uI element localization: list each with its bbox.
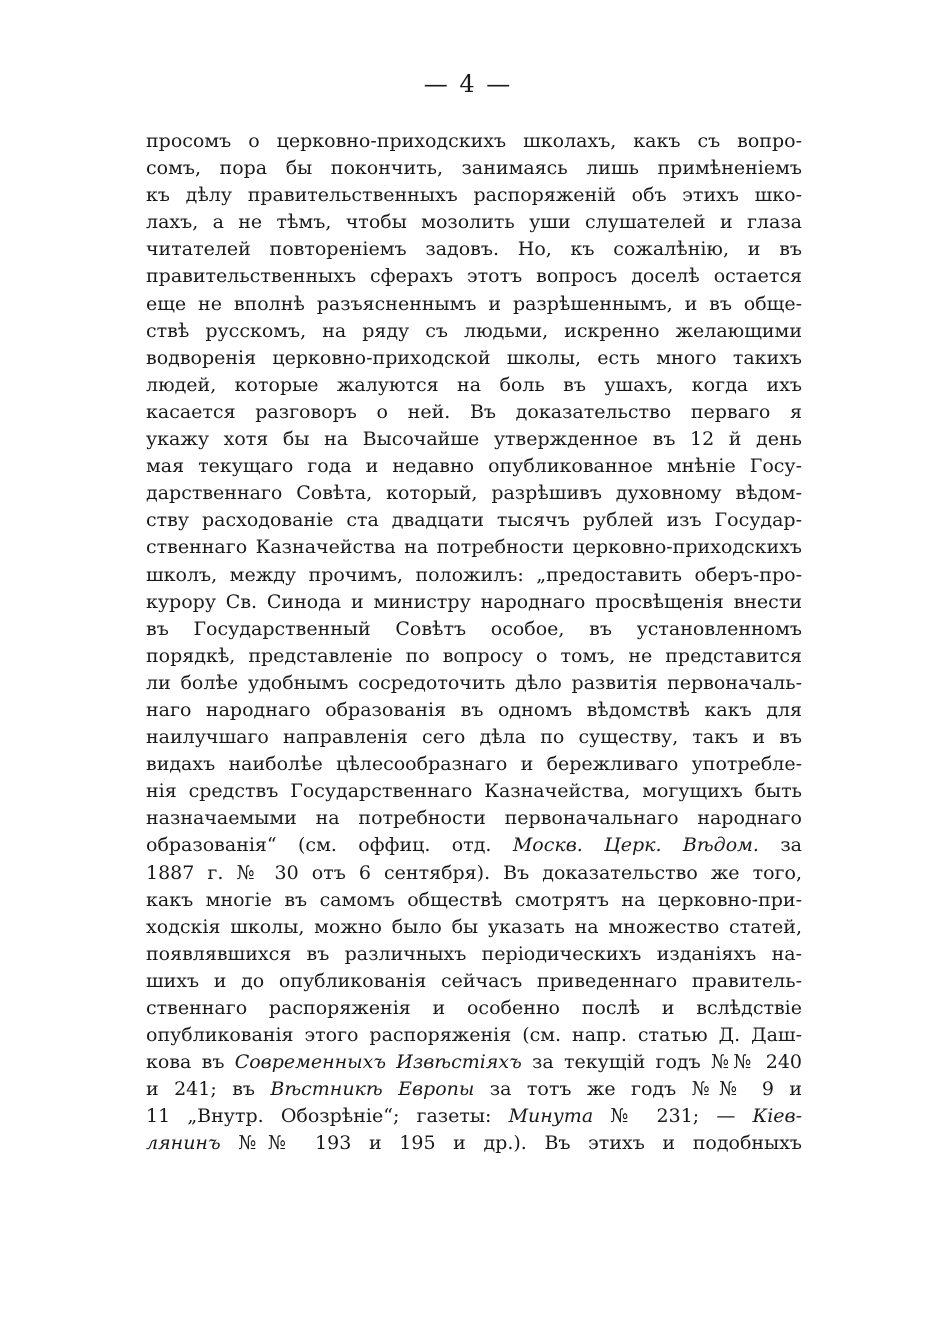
text-segment: ствѣ русскомъ, на ряду съ людьми, искренно желающими bbox=[146, 319, 802, 342]
text-line bbox=[146, 995, 802, 1022]
text-line bbox=[146, 1049, 802, 1076]
text-line bbox=[146, 182, 802, 209]
page-number: — 4 — bbox=[423, 70, 513, 98]
text-segment: 1887 г. № 30 отъ 6 сентября). Въ доказательство же того, bbox=[146, 861, 802, 884]
text-line bbox=[146, 155, 802, 182]
text-segment: наилучшаго направленія сего дѣла по существу, такъ и въ bbox=[146, 726, 802, 749]
text-segment: наго народнаго образованія въ одномъ вѣдомствѣ какъ для bbox=[146, 698, 802, 721]
text-segment: курору Св. Синода и министру народнаго просвѣщенія внести bbox=[146, 590, 802, 613]
text-segment: лахъ, а не тѣмъ, чтобы мозолить уши слушателей и глаза bbox=[146, 211, 802, 234]
text-segment: Москв. Церк. Вѣдом. bbox=[512, 834, 759, 857]
text-segment: мая текущаго года и недавно опубликованное мнѣніе Госу- bbox=[146, 455, 802, 478]
text-segment: ли болѣе удобнымъ сосредоточить дѣло развитія первоначаль- bbox=[146, 671, 802, 694]
text-line bbox=[146, 697, 802, 724]
text-line bbox=[146, 670, 802, 697]
text-segment: нія средствъ Государственнаго Казначейства, могущихъ быть bbox=[146, 780, 802, 803]
text-line bbox=[146, 616, 802, 643]
text-segment: водворенія церковно-приходской школы, есть много такихъ bbox=[146, 346, 802, 369]
text-line bbox=[146, 1103, 802, 1130]
text-segment: Кіев- bbox=[752, 1105, 802, 1128]
text-segment: ходскія школы, можно было бы указать на множество статей, bbox=[146, 915, 802, 938]
text-segment: въ Государственный Совѣтъ особое, въ установленномъ bbox=[146, 617, 802, 640]
text-segment: за текущій годъ №№ 240 bbox=[521, 1051, 803, 1074]
text-line bbox=[146, 1022, 802, 1049]
text-segment: какъ многіе въ самомъ обществѣ смотрятъ на церковно-при- bbox=[146, 888, 802, 911]
text-segment: и 241; въ bbox=[146, 1078, 271, 1101]
text-segment: Вѣстникѣ Европы bbox=[270, 1078, 475, 1101]
text-line bbox=[146, 507, 802, 534]
text-line bbox=[146, 941, 802, 968]
text-segment: Современныхъ Извѣстіяхъ bbox=[234, 1051, 522, 1074]
text-line bbox=[146, 805, 802, 832]
text-line bbox=[146, 534, 802, 561]
text-line bbox=[146, 372, 802, 399]
text-segment: просомъ о церковно-приходскихъ школахъ, какъ съ вопро- bbox=[146, 130, 802, 152]
text-line bbox=[146, 426, 802, 453]
text-segment: касается разговоръ о ней. Въ доказательство перваго я bbox=[146, 400, 802, 423]
text-segment: опубликованія этого распоряженія (см. напр. статью Д. Даш- bbox=[146, 1024, 802, 1047]
text-segment: лянинъ bbox=[146, 1132, 221, 1155]
text-segment: образованія“ (см. оффиц. отд. bbox=[146, 834, 513, 857]
text-line bbox=[146, 1076, 802, 1103]
text-segment: дарственнаго Совѣта, который, разрѣшивъ духовному вѣдом- bbox=[146, 482, 802, 505]
text-line bbox=[146, 751, 802, 778]
text-line bbox=[146, 968, 802, 995]
text-segment: ственнаго Казначейства на потребности церковно-приходскихъ bbox=[146, 536, 802, 559]
text-segment: къ дѣлу правительственныхъ распоряженій объ этихъ шко- bbox=[146, 184, 802, 207]
text-line bbox=[146, 399, 802, 426]
text-line bbox=[146, 453, 802, 480]
text-segment: школъ, между прочимъ, положилъ: „предоставить оберъ-про- bbox=[146, 563, 802, 586]
text-segment: шихъ и до опубликованія сейчасъ приведеннаго правитель- bbox=[146, 969, 802, 992]
text-segment: № 231; — bbox=[593, 1105, 753, 1128]
text-line bbox=[146, 860, 802, 887]
text-segment: №№ 193 и 195 и др.). Въ этихъ и подобныхъ bbox=[220, 1132, 802, 1155]
text-line bbox=[146, 724, 802, 751]
text-line bbox=[146, 209, 802, 236]
text-line bbox=[146, 480, 802, 507]
text-line bbox=[146, 643, 802, 670]
text-segment: появлявшихся въ различныхъ періодическихъ изданіяхъ на- bbox=[146, 942, 802, 965]
text-segment: за тотъ же годъ №№ 9 и bbox=[474, 1078, 803, 1101]
text-line bbox=[146, 345, 802, 372]
text-segment: видахъ наиболѣе цѣлесообразнаго и бережливаго употребле- bbox=[146, 753, 802, 776]
text-line bbox=[146, 236, 802, 263]
text-segment: порядкѣ, представленіе по вопросу о томъ, не представится bbox=[146, 644, 802, 667]
text-line bbox=[146, 914, 802, 941]
text-segment: 11 „Внутр. Обозрѣніе“; газеты: bbox=[146, 1105, 509, 1128]
text-segment: еще не вполнѣ разъясненнымъ и разрѣшеннымъ, и въ обще- bbox=[146, 292, 802, 315]
text-segment: кова въ bbox=[146, 1051, 235, 1074]
text-line bbox=[146, 1130, 802, 1157]
body-text bbox=[146, 128, 802, 1158]
text-segment: ству расходованіе ста двадцати тысячъ рублей изъ Государ- bbox=[146, 509, 802, 532]
text-segment: за bbox=[758, 834, 803, 857]
text-segment: назначаемыми на потребности первоначальнаго народнаго bbox=[146, 807, 802, 830]
text-segment: сомъ, пора бы покончить, занимаясь лишь примѣненіемъ bbox=[146, 157, 802, 180]
text-segment: читателей повтореніемъ задовъ. Но, къ сожалѣнію, и въ bbox=[146, 238, 802, 261]
text-line bbox=[146, 263, 802, 290]
text-line bbox=[146, 589, 802, 616]
text-line bbox=[146, 318, 802, 345]
text-segment: людей, которые жалуются на боль въ ушахъ, когда ихъ bbox=[146, 373, 802, 396]
text-line bbox=[146, 562, 802, 589]
text-line bbox=[146, 832, 802, 859]
text-line bbox=[146, 778, 802, 805]
text-segment: Минута bbox=[508, 1105, 594, 1128]
text-line bbox=[146, 887, 802, 914]
text-segment: ственнаго распоряженія и особенно послѣ и вслѣдствіе bbox=[146, 997, 802, 1019]
text-line bbox=[146, 291, 802, 318]
text-segment: укажу хотя бы на Высочайше утвержденное въ 12 й день bbox=[146, 428, 802, 451]
text-segment: правительственныхъ сферахъ этотъ вопросъ доселѣ остается bbox=[146, 265, 802, 288]
text-line bbox=[146, 128, 802, 155]
